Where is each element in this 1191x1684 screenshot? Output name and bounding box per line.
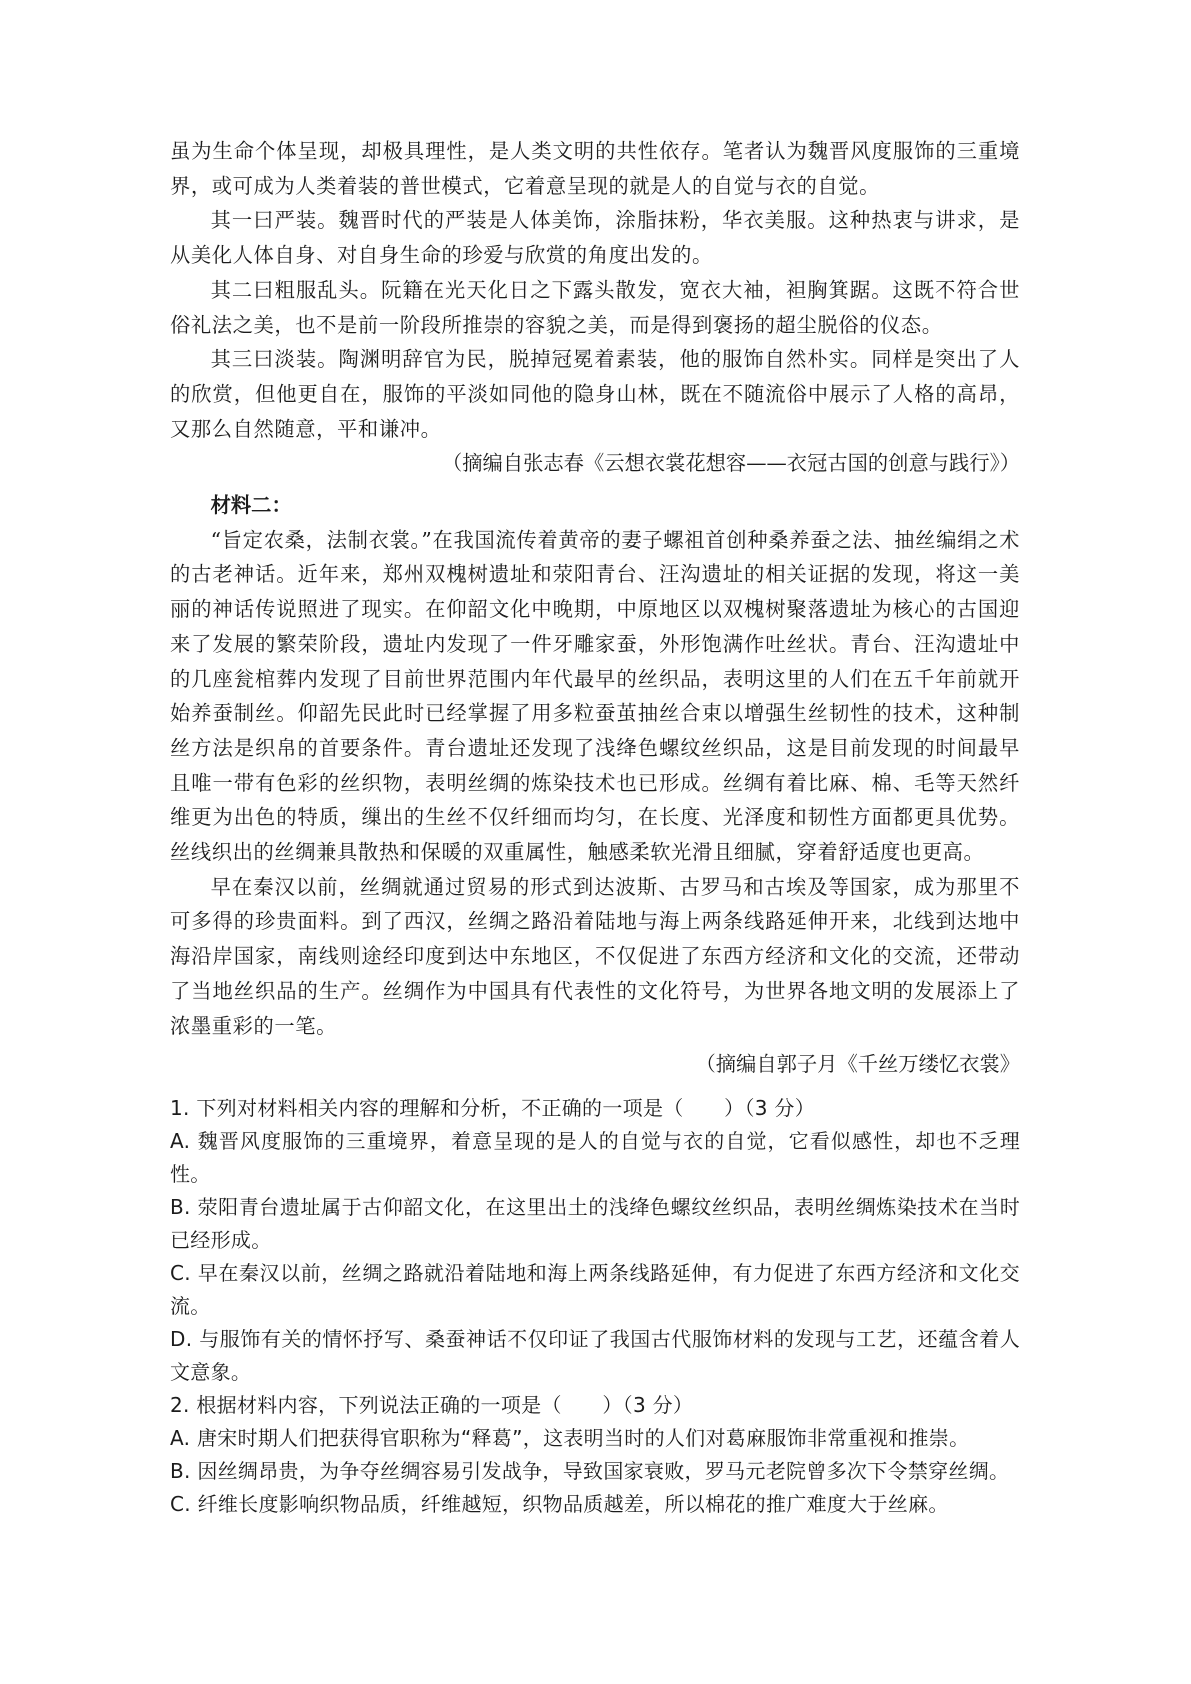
option-c: C. 纤维长度影响织物品质，纤维越短，织物品质越差，所以棉花的推广难度大于丝麻。 (170, 1492, 949, 1516)
option-a: A. 唐宋时期人们把获得官职称为“释葛”，这表明当时的人们对葛麻服饰非常重视和推崇。 (170, 1426, 970, 1450)
paragraph: “旨定农桑，法制衣裳。”在我国流传着黄帝的妻子螺祖首创种桑养蚕之法、抽丝编绢之术的古老神话。近年来，郑州双槐树遗址和荥阳青台、汪沟遗址的相关证据的发现，将这一美丽的神话传说照进了现实。在仰韶文化中晚期，中原地区以双槐树聚落遗址为核心的古国迎来了发展的繁荣阶段，遗址内发现了一件牙雕家蚕，外形饱满作吐丝状。青台、汪沟遗址中的几座瓮棺葬内发现了目前世界范围内年代最早的丝织品，表明这里的人们在五千年前就开始养蚕制丝。仰韶先民此时已经掌握了用多粒蚕茧抽丝合束以增强生丝韧性的技术，这种制丝方法是织帛的首要条件。青台遗址还发现了浅绛色螺纹丝织品，这是目前发现的时间最早且唯一带有色彩的丝织物，表明丝绸的炼染技术也已形成。丝绸有着比麻、棉、毛等天然纤维更为出色的特质，缫出的生丝不仅纤细而均匀，在长度、光泽度和韧性方面都更具优势。丝线织出的丝绸兼具散热和保暖的双重属性，触感柔软光滑且细腻，穿着舒适度也更高。 (170, 527, 1020, 865)
question-stem: 2. 根据材料内容，下列说法正确的一项是（ ）（3 分） (170, 1393, 694, 1417)
source-citation: （摘编自张志春《云想衣裳花想容——衣冠古国的创意与践行》） (441, 451, 1020, 476)
question-1 (170, 1092, 1020, 1389)
option-b: B. 因丝绸昂贵，为争夺丝绸容易引发战争，导致国家衰败，罗马元老院曾多次下令禁穿丝绸。 (170, 1459, 1010, 1483)
option-a: A. 魏晋风度服饰的三重境界，着意呈现的是人的自觉与衣的自觉，它看似感性，却也不乏理性。 (170, 1129, 1020, 1186)
material-two (170, 488, 1020, 1082)
question-stem: 1. 下列对材料相关内容的理解和分析，不正确的一项是（ ）（3 分） (170, 1096, 816, 1120)
paragraph: 早在秦汉以前，丝绸就通过贸易的形式到达波斯、古罗马和古埃及等国家，成为那里不可多得的珍贵面料。到了西汉，丝绸之路沿着陆地与海上两条线路延伸开来，北线到达地中海沿岸国家，南线则途经印度到达中东地区，不仅促进了东西方经济和文化的交流，还带动了当地丝织品的生产。丝绸作为中国具有代表性的文化符号，为世界各地文明的发展添上了浓墨重彩的一笔。 (170, 874, 1020, 1038)
paragraph: 其一曰严装。魏晋时代的严装是人体美饰，涂脂抹粉，华衣美服。这种热衷与讲求，是从美化人体自身、对自身生命的珍爱与欣赏的角度出发的。 (170, 208, 1020, 268)
material-one (170, 134, 1020, 481)
question-2 (170, 1389, 1020, 1521)
questions (170, 1092, 1020, 1521)
option-d: D. 与服饰有关的情怀抒写、桑蚕神话不仅印证了我国古代服饰材料的发现与工艺，还蕴含着人文意象。 (170, 1327, 1020, 1384)
paragraph: 其二曰粗服乱头。阮籍在光天化日之下露头散发，宽衣大袖，袒胸箕踞。这既不符合世俗礼法之美，也不是前一阶段所推崇的容貌之美，而是得到褒扬的超尘脱俗的仪态。 (170, 277, 1020, 337)
option-c: C. 早在秦汉以前，丝绸之路就沿着陆地和海上两条线路延伸，有力促进了东西方经济和文化交流。 (170, 1261, 1020, 1318)
paragraph: 其三曰淡装。陶渊明辞官为民，脱掉冠冕着素装，他的服饰自然朴实。同样是突出了人的欣赏，但他更自在，服饰的平淡如同他的隐身山林，既在不随流俗中展示了人格的高昂，又那么自然随意，平和谦冲。 (170, 347, 1020, 441)
paragraph: 虽为生命个体呈现，却极具理性，是人类文明的共性依存。笔者认为魏晋风度服饰的三重境界，或可成为人类着装的普世模式，它着意呈现的就是人的自觉与衣的自觉。 (170, 139, 1020, 198)
source-citation: （摘编自郭子月《千丝万缕忆衣裳》 (695, 1052, 1020, 1077)
section-heading: 材料二： (210, 493, 292, 517)
option-b: B. 荥阳青台遗址属于古仰韶文化，在这里出土的浅绛色螺纹丝织品，表明丝绸炼染技术在当时已经形成。 (170, 1195, 1020, 1252)
